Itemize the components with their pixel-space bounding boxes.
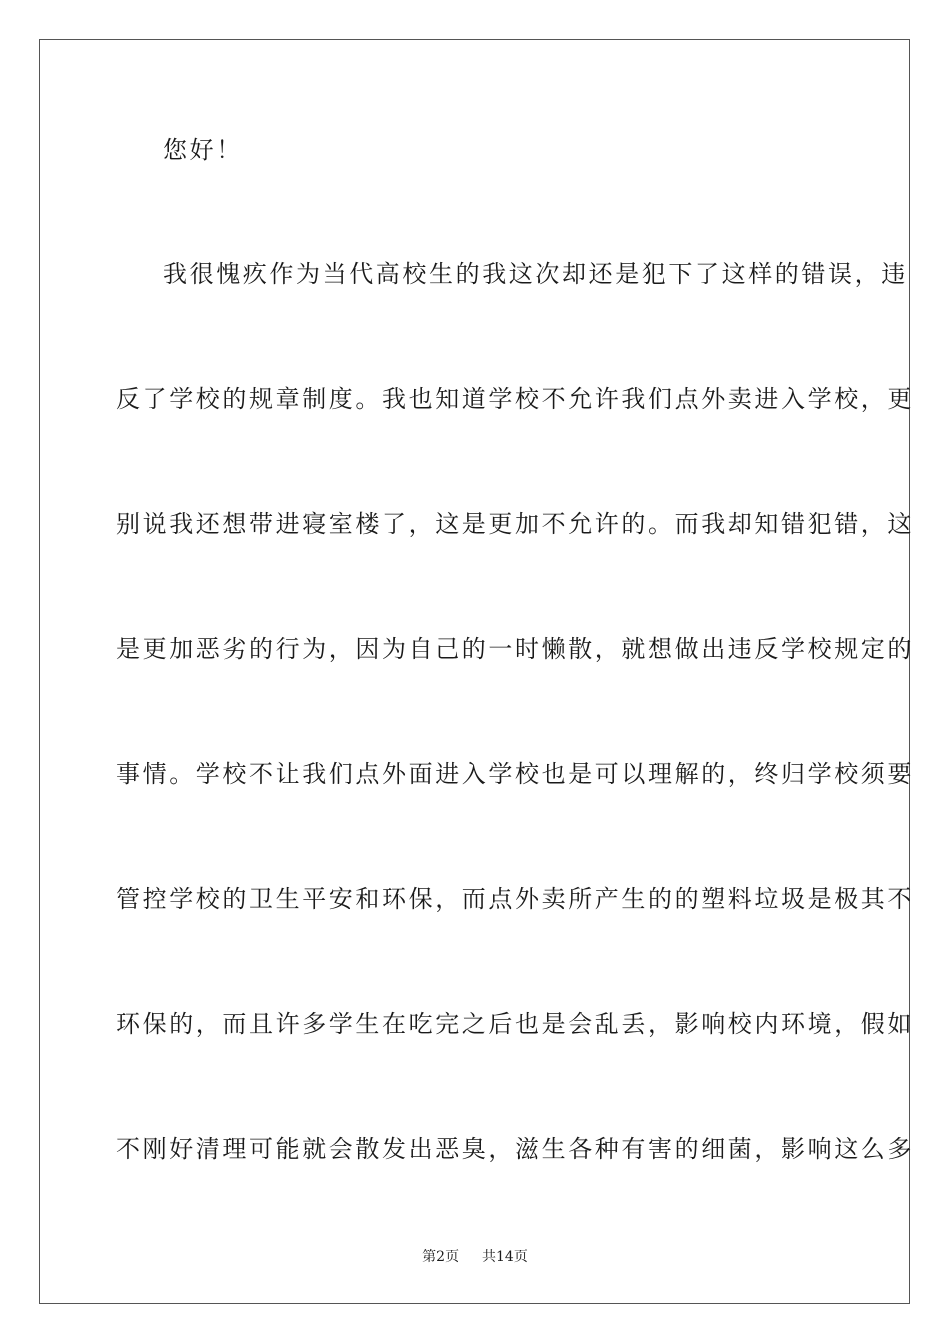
paragraph-line-1: 我很愧疚作为当代高校生的我这次却还是犯下了这样的错误，违: [163, 260, 908, 288]
paragraph-line-2: 反了学校的规章制度。我也知道学校不允许我们点外卖进入学校，更: [116, 385, 914, 413]
greeting: 您好！: [163, 136, 243, 164]
page-frame: [39, 39, 914, 1304]
page-total: 共14页: [482, 1249, 528, 1265]
paragraph-line-6: 管控学校的卫生平安和环保，而点外卖所产生的的塑料垃圾是极其不: [116, 885, 914, 913]
paragraph-line-4: 是更加恶劣的行为，因为自己的一时懒散，就想做出违反学校规定的: [116, 635, 914, 663]
page-footer: [0, 1248, 950, 1266]
page-number: 第2页: [422, 1249, 460, 1265]
paragraph-line-7: 环保的，而且许多学生在吃完之后也是会乱丢，影响校内环境，假如: [116, 1010, 914, 1038]
paragraph-line-3: 别说我还想带进寝室楼了，这是更加不允许的。而我却知错犯错，这: [116, 510, 914, 538]
paragraph-line-5: 事情。学校不让我们点外面进入学校也是可以理解的，终归学校须要: [116, 760, 914, 788]
paragraph-line-8: 不刚好清理可能就会散发出恶臭，滋生各种有害的细菌，影响这么多: [116, 1135, 914, 1163]
